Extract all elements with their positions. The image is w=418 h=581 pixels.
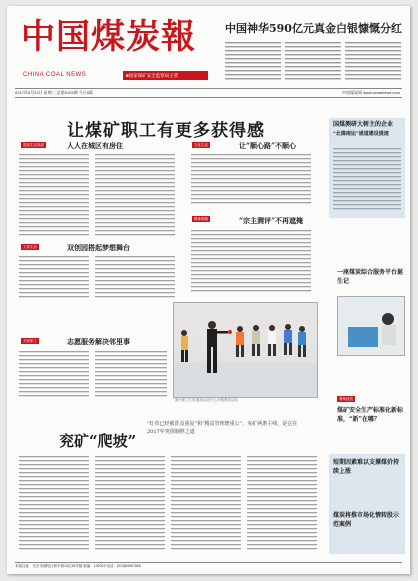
main-article-text — [19, 152, 319, 302]
date-line: 2017年5月22日 星期三 总第5125期 今日8版 — [15, 90, 94, 95]
section3-title: “宗主测评”不再遮掩 — [239, 216, 304, 225]
main-headline: 让煤矿职工有更多获得感 — [67, 121, 265, 141]
section5-tag: 关爱职工 — [23, 339, 37, 343]
top-headline: 中国神华590亿元真金白银慷慨分红 — [225, 22, 402, 35]
masthead-subtitle: ■国家煤矿安全监察局主管 — [123, 71, 208, 80]
people-exercising-illustration — [174, 303, 317, 397]
date-bar — [15, 88, 402, 98]
section1-tag: 提高生活品质 — [23, 143, 44, 147]
section5-text — [19, 349, 169, 409]
sidebar5-title: 煤炭将推市场化情转股示范案例 — [333, 512, 400, 528]
section4-tag: 文体生活 — [23, 245, 37, 249]
masthead-english: CHINA COAL NEWS — [23, 72, 87, 78]
section5-title: 志愿服务解决邻里事 — [67, 337, 130, 346]
sidebar3-title: 煤矿安全生产标准化新标准，“新”在哪？ — [337, 407, 404, 423]
office-worker-illustration — [338, 297, 404, 355]
newspaper-page — [7, 6, 410, 574]
section4-title: 双创园搭起梦想舞台 — [67, 243, 130, 252]
footer-bar: 本报社址：北京市朝阳区和平街13区35号楼 邮编：100013 电话：(010)84657865 — [15, 562, 402, 569]
bottom-headline: 兖矿“爬坡” — [59, 432, 137, 450]
bottom-article-text — [19, 454, 319, 558]
sidebar-photo — [337, 296, 405, 356]
website-line: 中国煤炭网 www.ccoalnews.com — [341, 90, 400, 95]
section1-title: 人人在城区有房住 — [67, 141, 123, 150]
top-article-text — [225, 40, 403, 86]
sidebar2-title: 一座煤炭综合服务平台诞生记 — [337, 269, 404, 285]
sidebar1-text — [333, 146, 403, 216]
main-photo — [173, 302, 318, 398]
sidebar1-sub: “北煤南运”通道建设提速 — [333, 131, 389, 137]
bottom-quote: “红草已经被洗及重复”和“精益管理增重公”，兖矿两条主线，是它在2017年突围制胜之道 — [147, 421, 298, 435]
sidebar1-title: 国煤测研大树主的企业 — [333, 121, 394, 128]
sidebar3-tag: 要闻速览 — [339, 397, 353, 401]
section3-tag: 精神面貌 — [194, 217, 208, 221]
masthead-logo: 中国煤炭報 — [21, 17, 196, 57]
section2-title: 让“顺心路”不顺心 — [239, 141, 297, 150]
sidebar4-title: 短期因素难以支撑煤价持续上涨 — [333, 459, 400, 475]
section2-tag: 文化生活 — [194, 143, 208, 147]
photo-caption: 图为职工们在健身活动中心开展娱乐活动 — [175, 398, 238, 402]
